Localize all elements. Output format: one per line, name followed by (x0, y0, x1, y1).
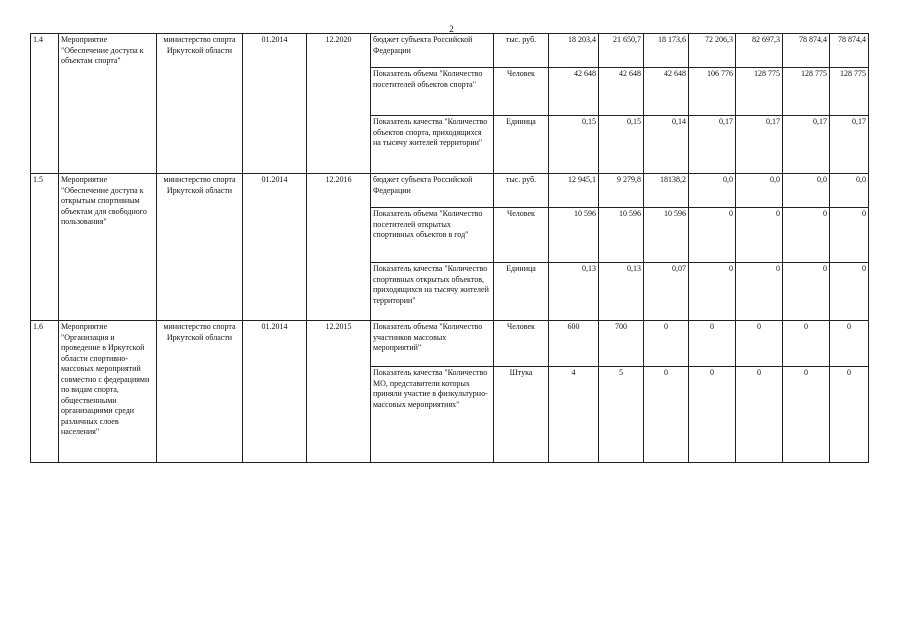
value-cell: 4 (549, 367, 599, 463)
value-cell: 0,17 (736, 116, 783, 174)
value-cell: 12 945,1 (549, 174, 599, 208)
value-cell: 128 775 (783, 68, 830, 116)
value-cell: 18 203,4 (549, 34, 599, 68)
table-row (31, 321, 869, 367)
unit: Человек (494, 208, 549, 263)
indicator: Показатель качества "Количество объектов спорта, приходящихся на тысячу жителей территории" (371, 116, 494, 174)
indicator: бюджет субъекта Российской Федерации (371, 174, 494, 208)
value-cell: 0 (830, 321, 869, 367)
row-number: 1.6 (31, 321, 59, 463)
value-cell: 0 (830, 367, 869, 463)
value-cell: 21 650,7 (599, 34, 644, 68)
row-number: 1.5 (31, 174, 59, 321)
value-cell: 9 279,8 (599, 174, 644, 208)
value-cell: 0 (783, 208, 830, 263)
executor: министерство спорта Иркутской области (157, 174, 243, 321)
value-cell: 0 (689, 263, 736, 321)
value-cell: 0 (830, 208, 869, 263)
value-cell: 0 (736, 367, 783, 463)
value-cell: 0,15 (549, 116, 599, 174)
unit: Человек (494, 68, 549, 116)
value-cell: 0 (736, 321, 783, 367)
table-row (31, 174, 869, 208)
indicator: Показатель объема "Количество посетителей объектов спорта" (371, 68, 494, 116)
program-events-table (30, 33, 869, 463)
value-cell: 72 206,3 (689, 34, 736, 68)
value-cell: 0 (736, 263, 783, 321)
start-date: 01.2014 (243, 34, 307, 174)
value-cell: 0 (783, 321, 830, 367)
value-cell: 42 648 (644, 68, 689, 116)
indicator: бюджет субъекта Российской Федерации (371, 34, 494, 68)
indicator: Показатель объема "Количество посетителей открытых спортивных объектов в год" (371, 208, 494, 263)
value-cell: 0,13 (549, 263, 599, 321)
value-cell: 18 173,6 (644, 34, 689, 68)
value-cell: 600 (549, 321, 599, 367)
value-cell: 0,15 (599, 116, 644, 174)
value-cell: 700 (599, 321, 644, 367)
value-cell: 0,0 (736, 174, 783, 208)
value-cell: 10 596 (599, 208, 644, 263)
unit: Единица (494, 263, 549, 321)
row-number: 1.4 (31, 34, 59, 174)
value-cell: 128 775 (830, 68, 869, 116)
value-cell: 0 (736, 208, 783, 263)
value-cell: 0,14 (644, 116, 689, 174)
value-cell: 128 775 (736, 68, 783, 116)
value-cell: 0 (689, 367, 736, 463)
value-cell: 0,0 (783, 174, 830, 208)
unit: тыс. руб. (494, 34, 549, 68)
executor: министерство спорта Иркутской области (157, 321, 243, 463)
value-cell: 0,17 (830, 116, 869, 174)
value-cell: 0,13 (599, 263, 644, 321)
value-cell: 0,0 (689, 174, 736, 208)
value-cell: 18138,2 (644, 174, 689, 208)
table-row (31, 34, 869, 68)
value-cell: 82 697,3 (736, 34, 783, 68)
value-cell: 0 (689, 208, 736, 263)
value-cell: 10 596 (644, 208, 689, 263)
page-number: 2 (449, 24, 454, 34)
end-date: 12.2020 (307, 34, 371, 174)
value-cell: 78 874,4 (830, 34, 869, 68)
value-cell: 106 776 (689, 68, 736, 116)
value-cell: 0 (830, 263, 869, 321)
value-cell: 0,17 (783, 116, 830, 174)
value-cell: 0 (689, 321, 736, 367)
value-cell: 10 596 (549, 208, 599, 263)
value-cell: 0,0 (830, 174, 869, 208)
value-cell: 0 (644, 367, 689, 463)
unit: Единица (494, 116, 549, 174)
unit: тыс. руб. (494, 174, 549, 208)
event-name: Мероприятие "Обеспечение доступа к открытым спортивным объектам для свободного пользования" (59, 174, 157, 321)
value-cell: 42 648 (599, 68, 644, 116)
unit: Человек (494, 321, 549, 367)
executor: министерство спорта Иркутской области (157, 34, 243, 174)
value-cell: 0 (644, 321, 689, 367)
value-cell: 5 (599, 367, 644, 463)
start-date: 01.2014 (243, 174, 307, 321)
start-date: 01.2014 (243, 321, 307, 463)
indicator: Показатель качества "Количество МО, представители которых приняли участие в физкультурно-массовых мероприятиях" (371, 367, 494, 463)
indicator: Показатель качества "Количество спортивных открытых объектов, приходящихся на тысячу жителей территории" (371, 263, 494, 321)
value-cell: 0,17 (689, 116, 736, 174)
value-cell: 0,07 (644, 263, 689, 321)
unit: Штука (494, 367, 549, 463)
end-date: 12.2015 (307, 321, 371, 463)
event-name: Мероприятие "Организация и проведение в Иркутской области спортивно-массовых мероприятий совместно с федерациями по видам спорта, общественными организациями среди различных слоев населения" (59, 321, 157, 463)
indicator: Показатель объема "Количество участников массовых мероприятий" (371, 321, 494, 367)
value-cell: 42 648 (549, 68, 599, 116)
end-date: 12.2016 (307, 174, 371, 321)
event-name: Мероприятие "Обеспечение доступа к объектам спорта" (59, 34, 157, 174)
value-cell: 0 (783, 263, 830, 321)
value-cell: 0 (783, 367, 830, 463)
value-cell: 78 874,4 (783, 34, 830, 68)
